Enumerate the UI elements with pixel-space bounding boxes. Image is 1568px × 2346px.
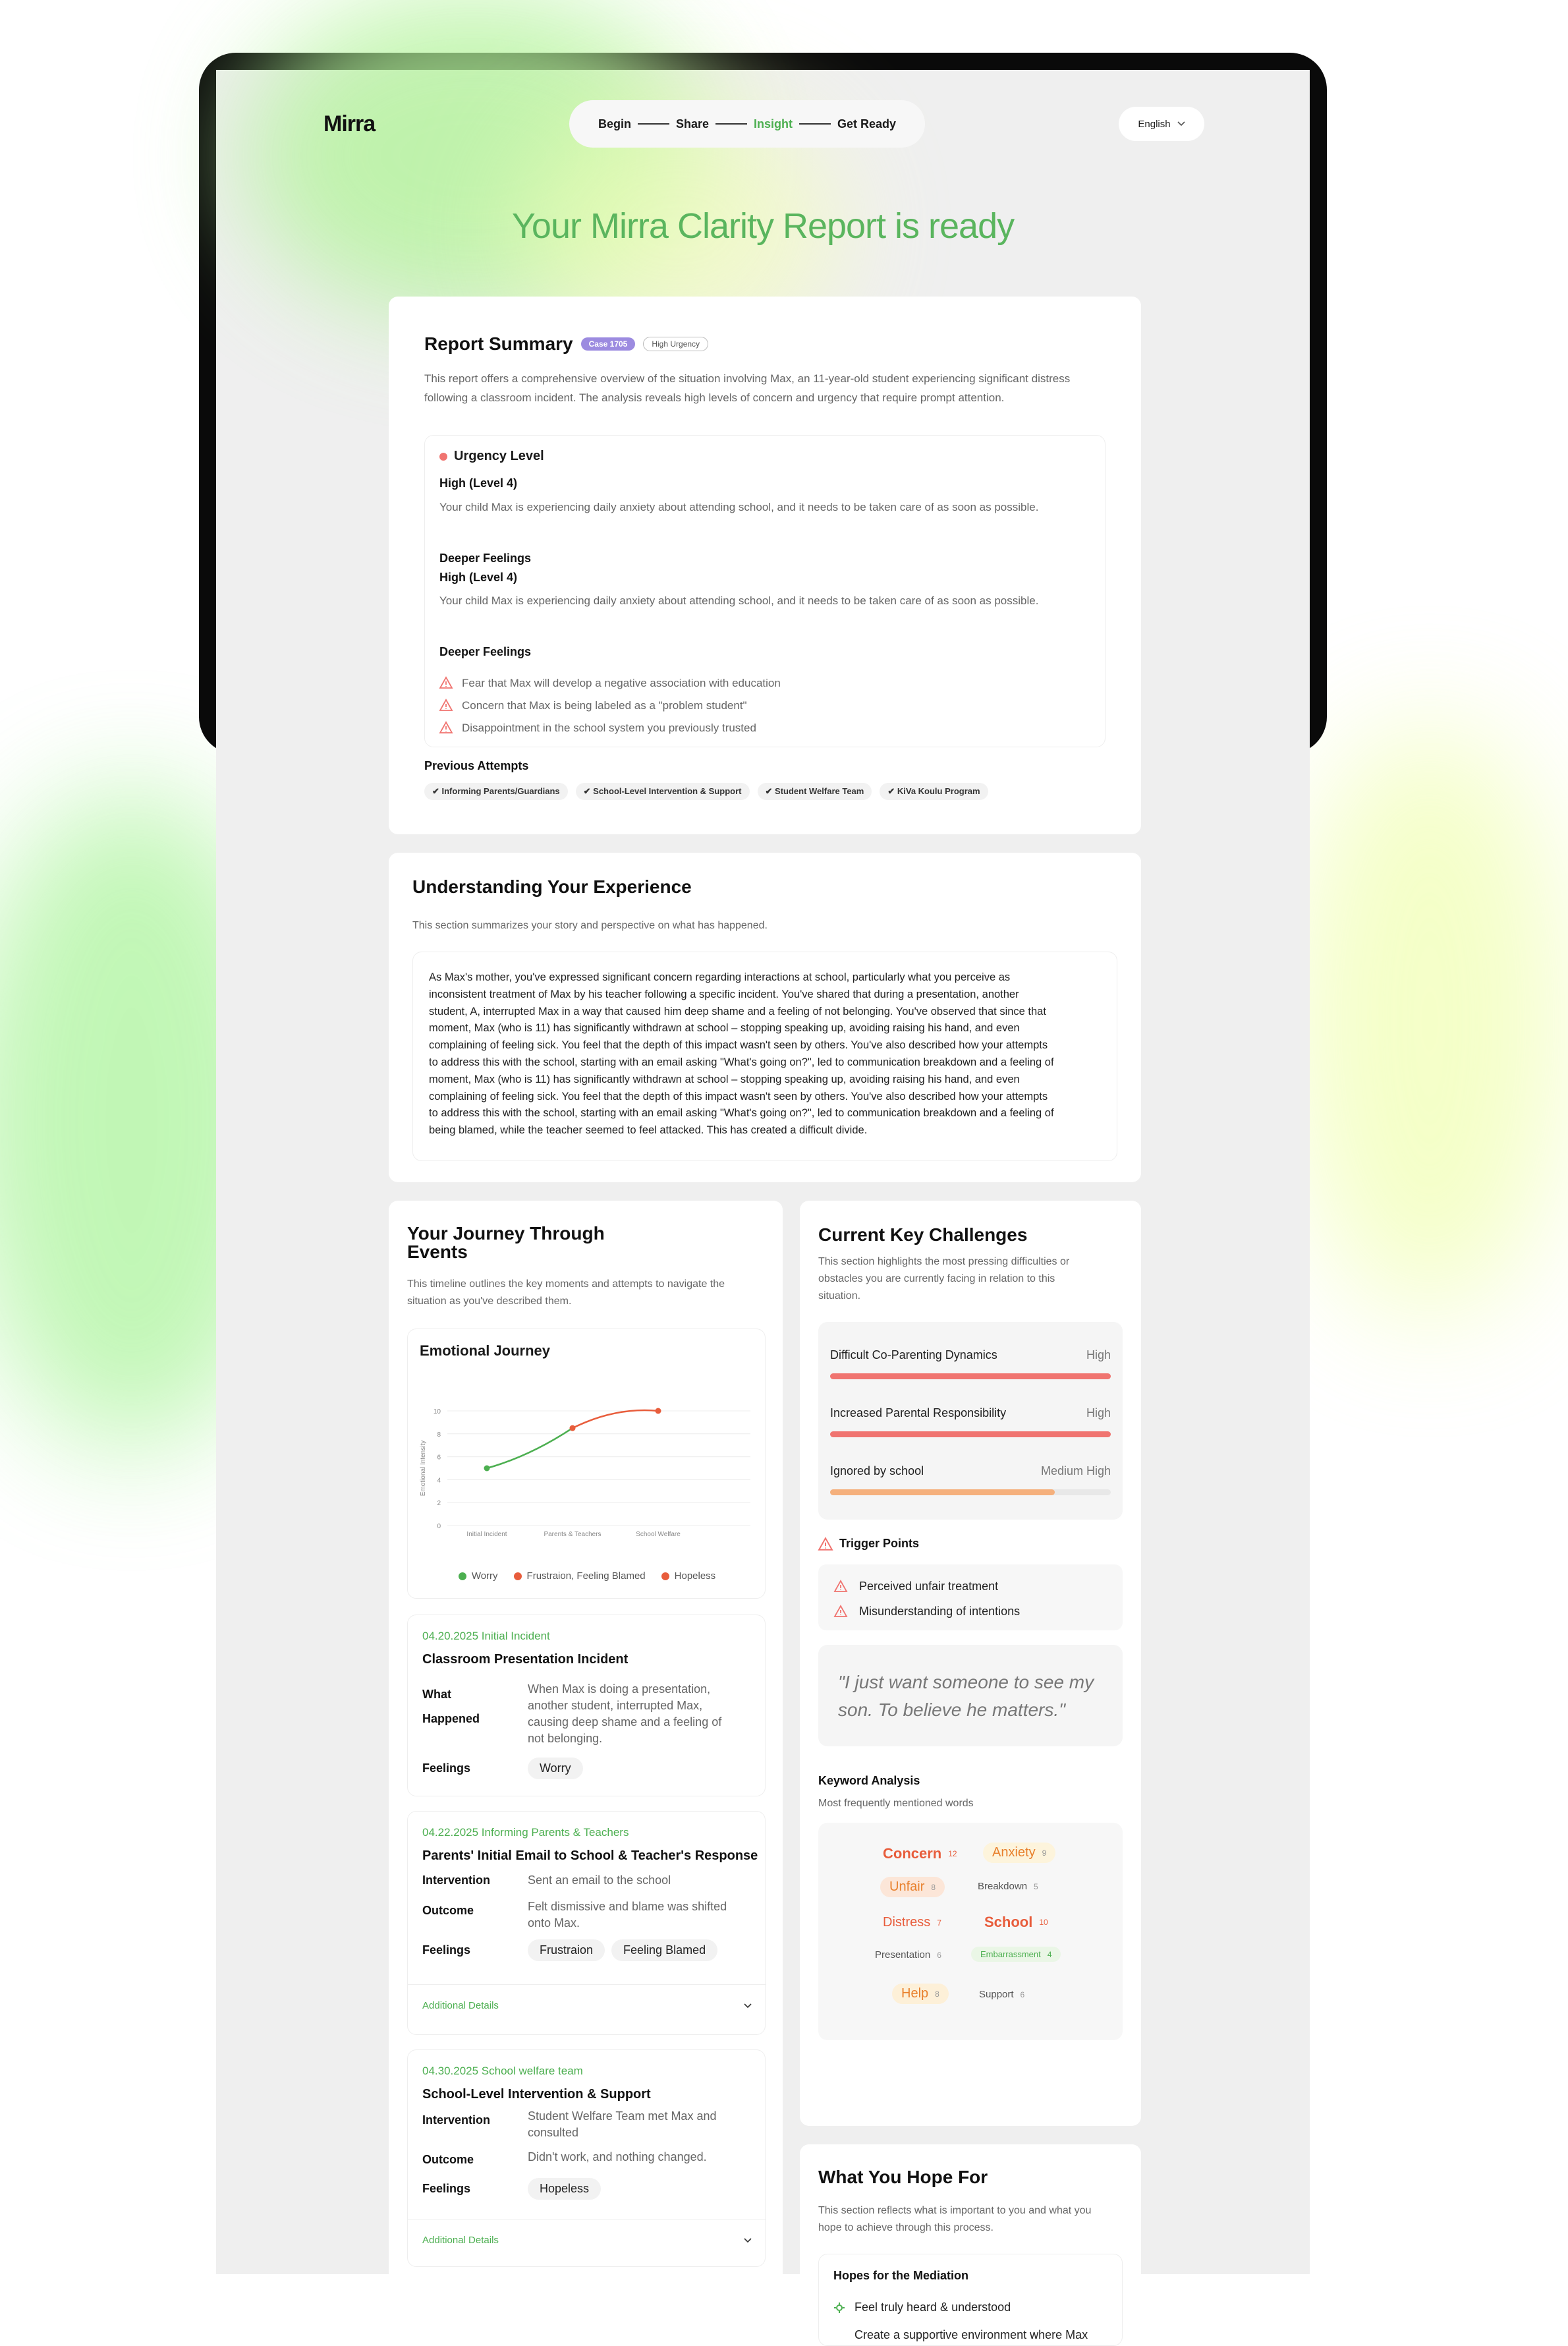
data-point bbox=[656, 1408, 661, 1414]
app-screen bbox=[216, 70, 1310, 2341]
feeling-tag: Hopeless bbox=[528, 2178, 601, 2200]
what-happened-value: When Max is doing a presentation, another student, interrupted Max, causing deep shame and a feeling of not belonging. bbox=[528, 1682, 722, 1745]
y-axis-label: Emotional Intensity bbox=[420, 1440, 427, 1497]
previous-attempts-title: Previous Attempts bbox=[424, 759, 529, 772]
legend-item bbox=[459, 1570, 498, 1582]
chevron-down-icon bbox=[1177, 121, 1185, 127]
warning-triangle-icon bbox=[834, 1605, 847, 1617]
keyword-embarrassment: Embarrassment 4 bbox=[971, 1947, 1061, 1962]
attempt-chip: ✔ KiVa Koulu Program bbox=[880, 783, 988, 800]
experience-story: As Max's mother, you've expressed significant concern regarding interactions at school, particularly what you perceive as inconsistent treatment of Max by his teacher following a specific incident. You've shared that during a presentation, another student, A, interrupted Max in a way that caused him deep shame and a feeling of not belonging. You've observed that since that moment, Max (who is 11) has significantly withdrawn at school – stopping speaking up, avoiding raising his hand, and even complaining of feeling sick. You feel that the depth of this impact wasn't seen by others. You've also described how your attempts to address this with the school, starting with an email asking "What's going on?", led to communication breakdown and a feeling of moment, Max (who is 11) has significantly withdrawn at school – stopping speaking up, avoiding raising his hand, and even complaining of feeling sick. You feel that the depth of this impact wasn't seen by others. You've also described how your attempts to address this with the school, starting with an email asking "What's going on?", led to communication breakdown and a feeling of being blamed, while the teacher seemed to feel attacked. This has created a difficult divide. bbox=[429, 971, 1054, 1137]
challenge-label: Ignored by school bbox=[830, 1464, 924, 1477]
event-title: Parents' Initial Email to School & Teacher's Response bbox=[422, 1848, 758, 1863]
chart-legend bbox=[408, 1570, 766, 1582]
legend-dot-icon bbox=[661, 1572, 669, 1580]
feeling-tag: Frustraion bbox=[528, 1939, 605, 1961]
challenge-row bbox=[830, 1348, 1111, 1362]
trigger-item: Misunderstanding of intentions bbox=[834, 1599, 1107, 1624]
challenge-label: Increased Parental Responsibility bbox=[830, 1406, 1007, 1419]
warning-triangle-icon bbox=[439, 677, 453, 689]
feeling-tag: Worry bbox=[528, 1758, 583, 1779]
language-select[interactable] bbox=[1119, 107, 1204, 141]
attempt-chip: ✔ Informing Parents/Guardians bbox=[424, 783, 568, 800]
warning-triangle-icon bbox=[439, 699, 453, 711]
step-get-ready[interactable]: Get Ready bbox=[837, 117, 897, 130]
urgency-desc: Your child Max is experiencing daily anxiety about attending school, and it needs to be taken care of as soon as possible. bbox=[439, 501, 1039, 513]
step-share[interactable]: Share bbox=[675, 117, 709, 130]
outcome-label: Outcome bbox=[422, 2153, 474, 2166]
case-badge: Case 1705 bbox=[581, 337, 636, 351]
intervention-label: Intervention bbox=[422, 1874, 491, 1887]
keyword-analysis-title: Keyword Analysis bbox=[818, 1774, 920, 1787]
keyword-presentation: Presentation 6 bbox=[875, 1949, 941, 1960]
hope-item: Create a supportive environment where Max bbox=[854, 2328, 1088, 2341]
challenge-bar-track bbox=[830, 1431, 1111, 1437]
additional-details-label: Additional Details bbox=[422, 2000, 499, 2011]
step-insight[interactable]: Insight bbox=[754, 117, 793, 130]
report-summary-card bbox=[389, 297, 1141, 834]
series-line-segment bbox=[573, 1410, 658, 1428]
event-card-3 bbox=[407, 2049, 766, 2267]
step-divider bbox=[799, 123, 831, 125]
y-tick-label: 4 bbox=[437, 1477, 441, 1485]
event-card-1 bbox=[407, 1615, 766, 1796]
y-tick-label: 10 bbox=[433, 1408, 441, 1416]
hopes-title: What You Hope For bbox=[818, 2167, 988, 2187]
legend-label: Hopeless bbox=[674, 1570, 716, 1582]
outcome-value: Didn't work, and nothing changed. bbox=[528, 2150, 707, 2163]
urgency-dot-icon bbox=[439, 453, 447, 461]
keyword-help: Help 8 bbox=[892, 1984, 949, 2004]
feeling-tag: Feeling Blamed bbox=[611, 1939, 717, 1961]
feeling-item: Disappointment in the school system you previously trusted bbox=[439, 716, 781, 739]
keyword-anxiety: Anxiety 9 bbox=[983, 1843, 1055, 1863]
warning-triangle-icon bbox=[834, 1580, 847, 1592]
experience-subtitle: This section summarizes your story and perspective on what has happened. bbox=[412, 920, 768, 931]
warning-triangle-icon bbox=[818, 1537, 833, 1551]
additional-details-label: Additional Details bbox=[422, 2235, 499, 2246]
bg-glow-right bbox=[1291, 725, 1568, 1318]
chevron-down-icon bbox=[744, 2003, 752, 2009]
hopes-box-title: Hopes for the Mediation bbox=[833, 2269, 969, 2282]
hopes-box bbox=[818, 2254, 1123, 2346]
feeling-item: Fear that Max will develop a negative association with education bbox=[439, 672, 781, 694]
progress-stepper bbox=[569, 100, 925, 148]
additional-details-toggle[interactable] bbox=[408, 1984, 766, 2026]
challenge-bar-fill bbox=[830, 1489, 1055, 1495]
step-divider bbox=[638, 123, 669, 125]
trigger-item: Perceived unfair treatment bbox=[834, 1574, 1107, 1599]
deeper-feelings-label: Deeper Feelings bbox=[439, 552, 532, 565]
intervention-value: Sent an email to the school bbox=[528, 1874, 671, 1887]
attempt-chip: ✔ School-Level Intervention & Support bbox=[576, 783, 750, 800]
additional-details-toggle[interactable] bbox=[408, 2219, 766, 2261]
app-logo[interactable]: Mirra bbox=[323, 111, 376, 136]
urgency-box bbox=[424, 435, 1106, 747]
x-tick-label: School Welfare bbox=[636, 1531, 681, 1538]
y-tick-label: 2 bbox=[437, 1500, 441, 1508]
trigger-list bbox=[818, 1564, 1123, 1630]
hope-item: Feel truly heard & understood bbox=[833, 2301, 1011, 2314]
event-date: 04.20.2025 Initial Incident bbox=[422, 1630, 550, 1642]
attempt-chip: ✔ Student Welfare Team bbox=[758, 783, 872, 800]
step-divider bbox=[715, 123, 747, 125]
event-title: Classroom Presentation Incident bbox=[422, 1652, 629, 1667]
challenge-bar-track bbox=[830, 1489, 1111, 1495]
legend-item bbox=[661, 1570, 716, 1582]
challenge-level: High bbox=[1086, 1348, 1111, 1361]
experience-story-box bbox=[412, 952, 1117, 1161]
hopes-card bbox=[800, 2144, 1141, 2341]
urgency-level: High (Level 4) bbox=[439, 476, 518, 490]
challenge-bar-fill bbox=[830, 1431, 1111, 1437]
journey-title: Your Journey Through Events bbox=[407, 1223, 605, 1262]
legend-dot-icon bbox=[514, 1572, 522, 1580]
urgency-badge: High Urgency bbox=[643, 337, 708, 351]
legend-item bbox=[514, 1570, 646, 1582]
challenges-card bbox=[800, 1201, 1141, 2126]
urgency-desc-2: Your child Max is experiencing daily anxiety about attending school, and it needs to be taken care of as soon as possible. bbox=[439, 594, 1039, 607]
warning-triangle-icon bbox=[439, 722, 453, 733]
challenge-label: Difficult Co-Parenting Dynamics bbox=[830, 1348, 997, 1361]
summary-intro: This report offers a comprehensive overview of the situation involving Max, an 11-year-old student experiencing significant distress following a classroom incident. The analysis reveals high levels of concern and urgency that require prompt attention. bbox=[424, 372, 1071, 404]
chart-svg bbox=[408, 1329, 766, 1599]
data-point bbox=[570, 1425, 576, 1431]
report-summary-title: Report Summary bbox=[424, 333, 573, 354]
challenge-levels-box bbox=[818, 1322, 1123, 1520]
keyword-concern: Concern 12 bbox=[883, 1845, 957, 1862]
keyword-breakdown: Breakdown 5 bbox=[978, 1881, 1038, 1892]
urgency-level-2: High (Level 4) bbox=[439, 571, 518, 584]
event-date: 04.22.2025 Informing Parents & Teachers bbox=[422, 1826, 629, 1839]
x-tick-label: Initial Incident bbox=[466, 1531, 507, 1538]
journey-card bbox=[389, 1201, 783, 2295]
data-point bbox=[484, 1466, 490, 1472]
outcome-value: Felt dismissive and blame was shifted onto Max. bbox=[528, 1900, 727, 1930]
language-label: English bbox=[1138, 118, 1171, 130]
page-title: Your Mirra Clarity Report is ready bbox=[511, 206, 1015, 246]
feelings-label: Feelings bbox=[422, 2182, 471, 2195]
deeper-feelings-title: Deeper Feelings bbox=[439, 645, 532, 658]
trigger-points-title: Trigger Points bbox=[839, 1537, 920, 1550]
intervention-value: Student Welfare Team met Max and consulted bbox=[528, 2109, 717, 2139]
x-tick-label: Parents & Teachers bbox=[544, 1531, 602, 1538]
keyword-distress: Distress 7 bbox=[883, 1915, 941, 1930]
feeling-item: Concern that Max is being labeled as a "problem student" bbox=[439, 694, 781, 716]
challenge-bar-track bbox=[830, 1373, 1111, 1379]
event-date: 04.30.2025 School welfare team bbox=[422, 2065, 583, 2077]
challenges-title: Current Key Challenges bbox=[818, 1224, 1028, 1245]
chart-title: Emotional Journey bbox=[420, 1342, 551, 1359]
what-happened-label: What Happened bbox=[422, 1688, 480, 1725]
outcome-label: Outcome bbox=[422, 1904, 474, 1917]
urgency-title: Urgency Level bbox=[454, 449, 544, 463]
hopes-subtitle: This section reflects what is important to you and what you hope to achieve through this process. bbox=[818, 2205, 1092, 2233]
legend-label: Worry bbox=[471, 1570, 498, 1582]
legend-label: Frustraion, Feeling Blamed bbox=[526, 1570, 646, 1582]
journey-subtitle: This timeline outlines the key moments and attempts to navigate the situation as you've described them. bbox=[407, 1278, 725, 1307]
event-title: School-Level Intervention & Support bbox=[422, 2087, 651, 2102]
y-tick-label: 6 bbox=[437, 1454, 441, 1462]
y-tick-label: 8 bbox=[437, 1431, 441, 1439]
challenge-row bbox=[830, 1406, 1111, 1420]
keyword-support: Support 6 bbox=[979, 1989, 1025, 2000]
emotional-journey-chart bbox=[407, 1329, 766, 1599]
keyword-cloud bbox=[818, 1823, 1123, 2040]
legend-dot-icon bbox=[459, 1572, 466, 1580]
sparkle-icon bbox=[833, 2302, 845, 2314]
quote-box: "I just want someone to see my son. To believe he matters." bbox=[818, 1645, 1123, 1746]
challenge-level: High bbox=[1086, 1406, 1111, 1419]
y-tick-label: 0 bbox=[437, 1523, 441, 1530]
challenge-bar-fill bbox=[830, 1373, 1111, 1379]
keyword-school: School 10 bbox=[984, 1914, 1048, 1930]
event-card-2 bbox=[407, 1811, 766, 2035]
step-begin[interactable]: Begin bbox=[598, 117, 631, 130]
keyword-unfair: Unfair 8 bbox=[880, 1877, 945, 1897]
experience-card bbox=[389, 853, 1141, 1182]
feelings-label: Feelings bbox=[422, 1943, 471, 1957]
intervention-label: Intervention bbox=[422, 2113, 491, 2127]
experience-title: Understanding Your Experience bbox=[412, 876, 692, 897]
challenges-subtitle: This section highlights the most pressing difficulties or obstacles you are currently facing in relation to this situation. bbox=[818, 1256, 1070, 1302]
challenge-level: Medium High bbox=[1040, 1464, 1111, 1477]
challenge-row bbox=[830, 1464, 1111, 1478]
keyword-analysis-subtitle: Most frequently mentioned words bbox=[818, 1798, 974, 1809]
feelings-label: Feelings bbox=[422, 1761, 471, 1775]
chevron-down-icon bbox=[744, 2238, 752, 2243]
